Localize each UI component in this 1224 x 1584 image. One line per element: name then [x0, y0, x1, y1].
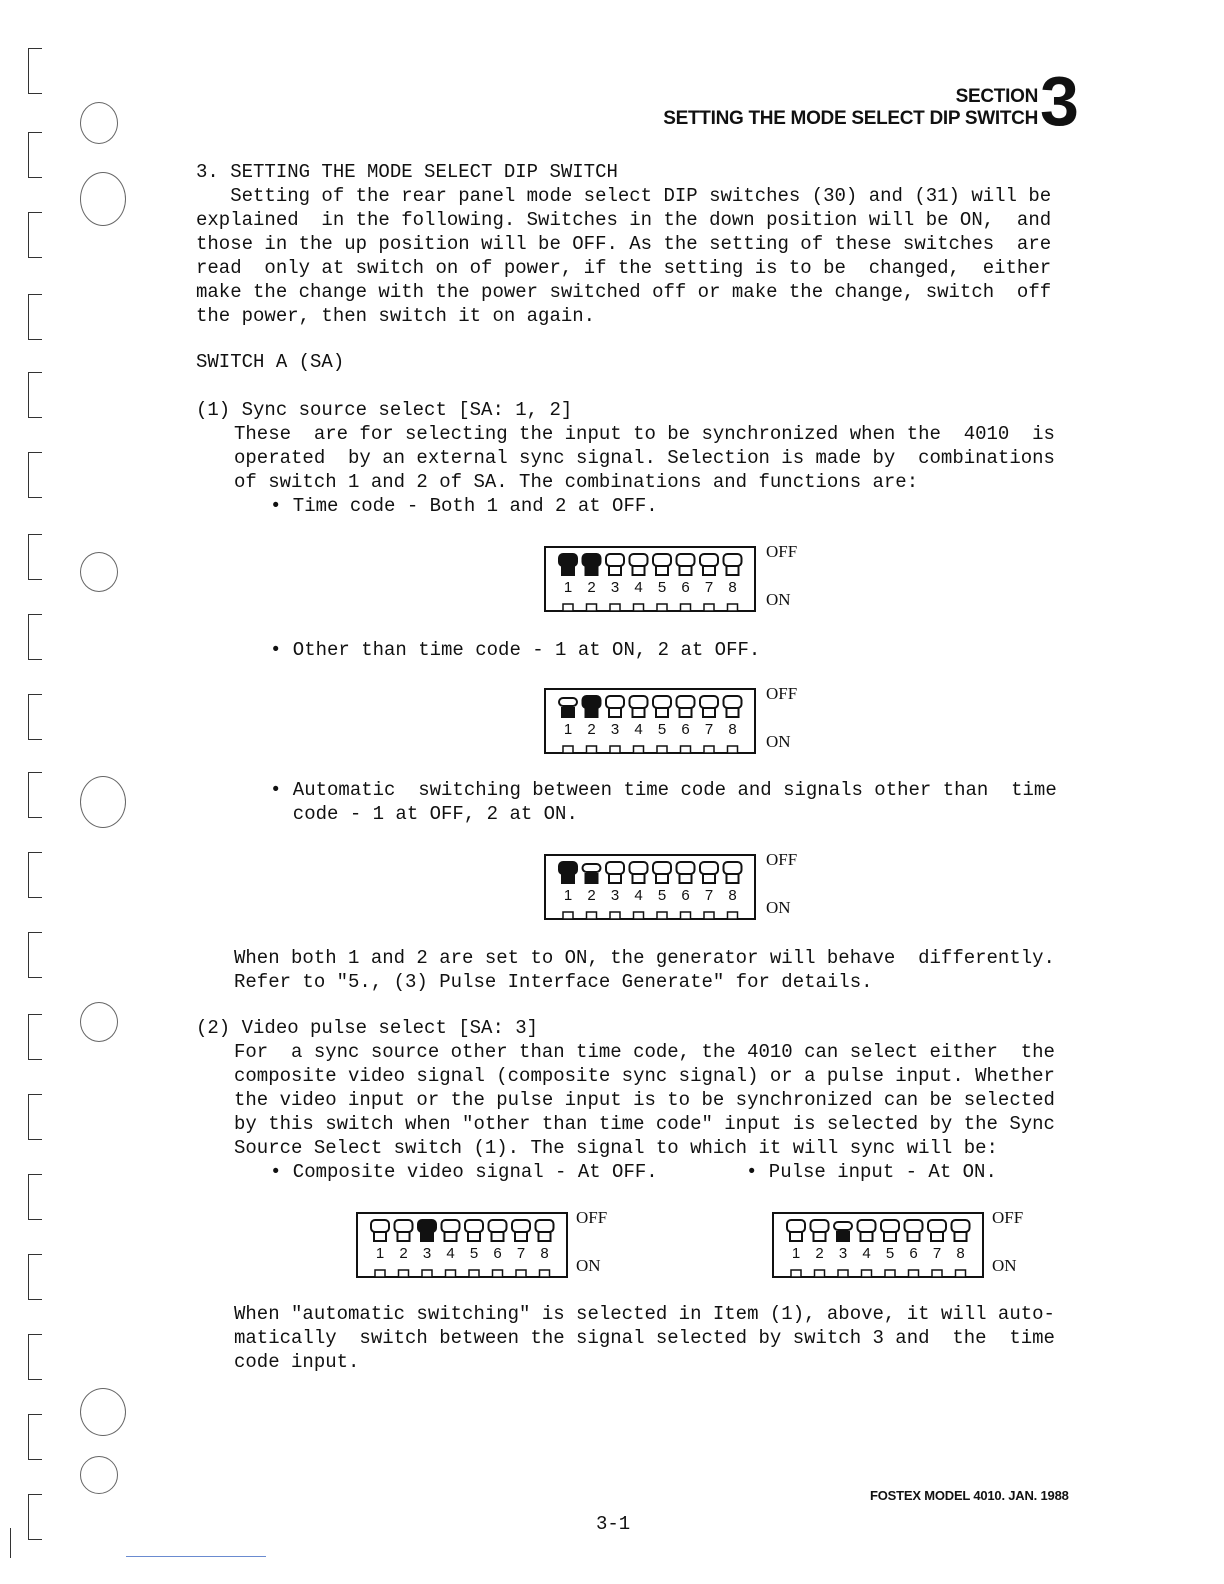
page-number: 3-1	[596, 1513, 631, 1535]
switch-number: 4	[446, 1245, 455, 1262]
binder-hole	[80, 102, 118, 144]
switch-lever-top	[559, 698, 577, 706]
switch-number: 7	[704, 721, 714, 738]
dip-switch-graphic	[544, 688, 756, 760]
dip-switch-7	[700, 862, 718, 919]
switch-lever-stem	[586, 874, 598, 883]
dip-switch-4	[858, 1220, 876, 1277]
dip-switch-3	[606, 862, 624, 919]
binder-tab	[28, 132, 42, 178]
switch-lever-stem	[609, 708, 621, 717]
dip-switch-8	[724, 862, 742, 919]
switch-lever-top	[559, 862, 577, 874]
switch-lever-stem	[727, 566, 739, 575]
switch-number: 3	[610, 579, 620, 596]
binder-tab	[28, 534, 42, 580]
switch-base-tab	[446, 1270, 456, 1277]
switch-lever-top	[881, 1220, 899, 1232]
text-line: When "automatic switching" is selected in Item (1), above, it will auto-	[234, 1303, 1055, 1325]
switch-base-tab	[540, 1270, 550, 1277]
text-line: code - 1 at OFF, 2 at ON.	[270, 803, 578, 825]
switch-lever-top	[787, 1220, 805, 1232]
switch-base-tab	[610, 746, 620, 753]
switch-lever-top	[583, 696, 601, 708]
switch-lever-stem	[656, 566, 668, 575]
switch-number: 5	[657, 579, 667, 596]
switch-lever-stem	[790, 1232, 802, 1241]
switch-lever-top	[442, 1220, 460, 1232]
item2-bullet-pulse: • Pulse input - At ON.	[746, 1161, 997, 1183]
dip-switch-5	[465, 1220, 483, 1277]
dip-switch-3	[606, 554, 624, 611]
binder-tab	[28, 372, 42, 418]
binder-tab	[28, 48, 42, 94]
binder-tab	[28, 294, 42, 340]
switch-number: 5	[657, 721, 667, 738]
dip-switch-1	[559, 862, 577, 919]
dip-switch-2	[583, 864, 601, 919]
switch-number: 8	[728, 887, 737, 904]
dip-switch-2	[395, 1220, 413, 1277]
off-label: OFF	[766, 850, 798, 869]
switch-lever-top	[700, 696, 718, 708]
switch-lever-stem	[633, 566, 645, 575]
dip-switch-6	[677, 554, 695, 611]
switch-base-tab	[587, 746, 597, 753]
switch-lever-top	[653, 696, 671, 708]
switch-lever-stem	[633, 874, 645, 883]
dip-diagram-composite-video	[356, 1208, 626, 1284]
switch-base-tab	[516, 1270, 526, 1277]
switch-number: 6	[681, 721, 690, 738]
switch-base-tab	[791, 1270, 801, 1277]
switch-lever-top	[606, 696, 624, 708]
dip-switch-4	[442, 1220, 460, 1277]
bottom-rule	[126, 1556, 266, 1557]
switch-number: 7	[516, 1245, 526, 1262]
dip-switch-graphic	[356, 1212, 568, 1284]
switch-lever-stem	[656, 708, 668, 717]
binder-tab	[28, 1014, 42, 1060]
dip-switch-5	[653, 696, 671, 753]
dip-switch-5	[881, 1220, 899, 1277]
switch-lever-stem	[445, 1232, 457, 1241]
switch-base-tab	[375, 1270, 385, 1277]
switch-lever-top	[583, 864, 601, 872]
switch-lever-stem	[703, 708, 715, 717]
text-line: read only at switch on of power, if the setting is to be changed, either	[196, 257, 1052, 279]
switch-lever-stem	[586, 566, 598, 575]
switch-number: 1	[375, 1245, 385, 1262]
switch-lever-stem	[609, 566, 621, 575]
dip-switch-6	[677, 696, 695, 753]
switch-lever-top	[952, 1220, 970, 1232]
dip-switch-1	[371, 1220, 389, 1277]
switch-lever-top	[630, 862, 648, 874]
switch-number: 2	[587, 579, 596, 596]
switch-lever-top	[395, 1220, 413, 1232]
switch-base-tab	[885, 1270, 895, 1277]
binder-hole	[80, 776, 126, 828]
switch-number: 3	[422, 1245, 432, 1262]
switch-number: 4	[634, 721, 643, 738]
switch-base-tab	[610, 604, 620, 611]
switch-lever-stem	[703, 566, 715, 575]
switch-number: 6	[681, 887, 690, 904]
item2-title: (2) Video pulse select [SA: 3]	[196, 1017, 539, 1039]
dip-switch-graphic	[544, 854, 756, 926]
on-label: ON	[766, 898, 791, 917]
dip-switch-2	[583, 696, 601, 753]
on-label: ON	[766, 590, 791, 609]
text-line: of switch 1 and 2 of SA. The combinations and functions are:	[234, 471, 919, 493]
dip-switch-1	[559, 698, 577, 753]
switch-lever-stem	[703, 874, 715, 883]
switch-lever-stem	[861, 1232, 873, 1241]
binder-tab	[28, 452, 42, 498]
switch-base-tab	[634, 746, 644, 753]
switch-base-tab	[681, 604, 691, 611]
switch-base-tab	[815, 1270, 825, 1277]
switch-lever-top	[418, 1220, 436, 1232]
item2-bullet-composite: • Composite video signal - At OFF.	[270, 1161, 658, 1183]
item1-paragraph	[234, 422, 1055, 494]
switch-lever-stem	[562, 566, 574, 575]
switch-lever-top	[489, 1220, 507, 1232]
binder-tab	[28, 1414, 42, 1460]
switch-number: 1	[563, 887, 573, 904]
switch-lever-stem	[727, 874, 739, 883]
text-line: When both 1 and 2 are set to ON, the generator will behave differently.	[234, 947, 1055, 969]
dip-switch-7	[928, 1220, 946, 1277]
switch-number: 4	[862, 1245, 871, 1262]
text-line: by this switch when "other than time code" input is selected by the Sync	[234, 1113, 1055, 1135]
switch-lever-top	[677, 696, 695, 708]
switch-lever-top	[700, 862, 718, 874]
dip-switch-3	[834, 1222, 852, 1277]
switch-base-tab	[587, 604, 597, 611]
switch-base-tab	[932, 1270, 942, 1277]
switch-lever-top	[583, 554, 601, 566]
dip-switch-2	[811, 1220, 829, 1277]
switch-number: 8	[540, 1245, 549, 1262]
switch-lever-top	[559, 554, 577, 566]
item1-note	[234, 946, 1055, 994]
switch-lever-stem	[680, 708, 692, 717]
switch-base-tab	[909, 1270, 919, 1277]
switch-base-tab	[634, 912, 644, 919]
dip-switch-graphic	[544, 546, 756, 618]
dip-switch-7	[700, 554, 718, 611]
switch-lever-stem	[727, 708, 739, 717]
binder-tab	[28, 1494, 42, 1540]
switch-base-tab	[563, 746, 573, 753]
switch-lever-stem	[633, 708, 645, 717]
off-label: OFF	[992, 1208, 1024, 1227]
binder-tab	[28, 1334, 42, 1380]
switch-base-tab	[728, 912, 738, 919]
margin-mark	[10, 1528, 11, 1558]
switch-number: 8	[728, 721, 737, 738]
binder-hole	[80, 1002, 118, 1042]
text-line: those in the up position will be OFF. As the setting of these switches are	[196, 233, 1052, 255]
dip-switch-5	[653, 554, 671, 611]
text-line: Setting of the rear panel mode select DIP switches (30) and (31) will be	[196, 185, 1052, 207]
text-line: matically switch between the signal selected by switch 3 and the time	[234, 1327, 1055, 1349]
binder-tab	[28, 212, 42, 258]
switch-lever-top	[465, 1220, 483, 1232]
switch-number: 6	[493, 1245, 502, 1262]
switch-number: 5	[469, 1245, 479, 1262]
switch-base-tab	[422, 1270, 432, 1277]
switch-number: 5	[885, 1245, 895, 1262]
switch-number: 7	[932, 1245, 942, 1262]
switch-lever-stem	[931, 1232, 943, 1241]
switch-lever-stem	[398, 1232, 410, 1241]
item2-paragraph	[234, 1040, 1055, 1160]
switch-number: 1	[563, 579, 573, 596]
switch-lever-stem	[884, 1232, 896, 1241]
switch-number: 8	[728, 579, 737, 596]
switch-lever-top	[606, 554, 624, 566]
switch-lever-top	[606, 862, 624, 874]
switch-lever-stem	[837, 1232, 849, 1241]
switch-number: 4	[634, 887, 643, 904]
switch-number: 2	[399, 1245, 408, 1262]
switch-base-tab	[728, 604, 738, 611]
switch-base-tab	[704, 746, 714, 753]
switch-lever-stem	[680, 566, 692, 575]
dip-diagram-other-than-time-code	[544, 684, 814, 760]
dip-switch-7	[512, 1220, 530, 1277]
switch-number: 3	[838, 1245, 848, 1262]
switch-lever-stem	[609, 874, 621, 883]
binder-tab	[28, 852, 42, 898]
section-title: SETTING THE MODE SELECT DIP SWITCH	[663, 108, 1038, 129]
item2-note	[234, 1302, 1055, 1374]
switch-lever-top	[724, 554, 742, 566]
text-line: code input.	[234, 1351, 360, 1373]
switch-number: 2	[815, 1245, 824, 1262]
switch-lever-stem	[374, 1232, 386, 1241]
switch-base-tab	[493, 1270, 503, 1277]
switch-lever-stem	[656, 874, 668, 883]
binder-hole	[80, 172, 126, 226]
switch-lever-top	[928, 1220, 946, 1232]
switch-base-tab	[563, 912, 573, 919]
section-header	[663, 86, 1038, 130]
switch-number: 2	[587, 887, 596, 904]
dip-switch-2	[583, 554, 601, 611]
switch-lever-top	[371, 1220, 389, 1232]
dip-diagram-time-code	[544, 542, 814, 618]
switch-number: 5	[657, 887, 667, 904]
switch-lever-top	[811, 1220, 829, 1232]
off-label: OFF	[766, 684, 798, 703]
dip-switch-8	[536, 1220, 554, 1277]
binder-tab	[28, 772, 42, 818]
switch-number: 6	[681, 579, 690, 596]
binder-tab	[28, 1254, 42, 1300]
switch-lever-top	[512, 1220, 530, 1232]
switch-lever-stem	[562, 874, 574, 883]
switch-lever-stem	[492, 1232, 504, 1241]
switch-base-tab	[657, 912, 667, 919]
dip-switch-4	[630, 554, 648, 611]
switch-number: 3	[610, 887, 620, 904]
dip-switch-6	[489, 1220, 507, 1277]
switch-number: 4	[634, 579, 643, 596]
item1-bullet-other: • Other than time code - 1 at ON, 2 at OFF.	[270, 639, 761, 661]
binder-tab	[28, 614, 42, 660]
switch-lever-top	[630, 554, 648, 566]
on-label: ON	[992, 1256, 1017, 1275]
off-label: OFF	[576, 1208, 608, 1227]
dip-switch-6	[905, 1220, 923, 1277]
binder-tab	[28, 694, 42, 740]
off-label: OFF	[766, 542, 798, 561]
section-label: SECTION	[955, 86, 1038, 107]
switch-base-tab	[681, 912, 691, 919]
switch-base-tab	[634, 604, 644, 611]
switch-base-tab	[862, 1270, 872, 1277]
dip-switch-4	[630, 696, 648, 753]
switch-base-tab	[838, 1270, 848, 1277]
switch-base-tab	[610, 912, 620, 919]
switch-number: 7	[704, 887, 714, 904]
switch-lever-stem	[515, 1232, 527, 1241]
switch-number: 1	[791, 1245, 801, 1262]
switch-lever-stem	[908, 1232, 920, 1241]
dip-switch-3	[606, 696, 624, 753]
switch-number: 1	[563, 721, 573, 738]
binder-tab	[28, 1174, 42, 1220]
switch-lever-stem	[680, 874, 692, 883]
text-line: Refer to "5., (3) Pulse Interface Generate" for details.	[234, 971, 873, 993]
text-line: operated by an external sync signal. Selection is made by combinations	[234, 447, 1055, 469]
switch-lever-top	[834, 1222, 852, 1230]
dip-switch-8	[724, 696, 742, 753]
text-line: • Automatic switching between time code and signals other than time	[270, 779, 1057, 801]
text-line: These are for selecting the input to be synchronized when the 4010 is	[234, 423, 1055, 445]
text-line: explained in the following. Switches in the down position will be ON, and	[196, 209, 1052, 231]
switch-base-tab	[681, 746, 691, 753]
dip-switch-3	[418, 1220, 436, 1277]
dip-switch-graphic	[772, 1212, 984, 1284]
switch-lever-top	[858, 1220, 876, 1232]
switch-base-tab	[587, 912, 597, 919]
switch-base-tab	[657, 604, 667, 611]
switch-lever-top	[677, 862, 695, 874]
switch-lever-top	[677, 554, 695, 566]
switch-lever-top	[653, 862, 671, 874]
text-line: the video input or the pulse input is to be synchronized can be selected	[234, 1089, 1055, 1111]
text-line: make the change with the power switched off or make the change, switch off	[196, 281, 1052, 303]
footer-model: FOSTEX MODEL 4010. JAN. 1988	[870, 1488, 1069, 1503]
dip-switch-8	[724, 554, 742, 611]
switch-lever-stem	[814, 1232, 826, 1241]
switch-base-tab	[704, 604, 714, 611]
switch-lever-stem	[562, 708, 574, 717]
switch-base-tab	[956, 1270, 966, 1277]
item1-bullet-time-code: • Time code - Both 1 and 2 at OFF.	[270, 495, 658, 517]
switch-lever-stem	[955, 1232, 967, 1241]
binder-tab	[28, 1094, 42, 1140]
switch-lever-stem	[421, 1232, 433, 1241]
switch-lever-stem	[586, 708, 598, 717]
dip-diagram-pulse-input	[772, 1208, 1042, 1284]
switch-lever-top	[536, 1220, 554, 1232]
on-label: ON	[766, 732, 791, 751]
switch-lever-stem	[468, 1232, 480, 1241]
dip-switch-1	[559, 554, 577, 611]
page-heading: 3. SETTING THE MODE SELECT DIP SWITCH	[196, 161, 618, 183]
section-number: 3	[1040, 62, 1079, 140]
dip-switch-7	[700, 696, 718, 753]
switch-lever-top	[724, 862, 742, 874]
dip-switch-4	[630, 862, 648, 919]
switch-lever-top	[700, 554, 718, 566]
switch-base-tab	[728, 746, 738, 753]
switch-number: 6	[909, 1245, 918, 1262]
binder-tab	[28, 932, 42, 978]
on-label: ON	[576, 1256, 601, 1275]
switch-number: 2	[587, 721, 596, 738]
switch-lever-stem	[539, 1232, 551, 1241]
text-line: For a sync source other than time code, the 4010 can select either the	[234, 1041, 1055, 1063]
switch-lever-top	[630, 696, 648, 708]
switch-base-tab	[399, 1270, 409, 1277]
intro-paragraph	[196, 184, 1051, 328]
switch-number: 3	[610, 721, 620, 738]
switch-base-tab	[657, 746, 667, 753]
text-line: Source Select switch (1). The signal to which it will sync will be:	[234, 1137, 998, 1159]
switch-number: 7	[704, 579, 714, 596]
item1-title: (1) Sync source select [SA: 1, 2]	[196, 399, 573, 421]
switch-number: 8	[956, 1245, 965, 1262]
switch-lever-top	[653, 554, 671, 566]
switch-lever-top	[724, 696, 742, 708]
switch-lever-top	[905, 1220, 923, 1232]
switch-base-tab	[704, 912, 714, 919]
switch-base-tab	[469, 1270, 479, 1277]
switch-a-heading: SWITCH A (SA)	[196, 351, 345, 373]
binder-hole	[80, 1388, 126, 1436]
switch-base-tab	[563, 604, 573, 611]
dip-switch-1	[787, 1220, 805, 1277]
dip-switch-8	[952, 1220, 970, 1277]
dip-switch-6	[677, 862, 695, 919]
dip-switch-5	[653, 862, 671, 919]
item1-bullet-automatic	[270, 778, 1057, 826]
text-line: the power, then switch it on again.	[196, 305, 596, 327]
dip-diagram-automatic	[544, 850, 814, 926]
binder-hole	[80, 1456, 118, 1494]
text-line: composite video signal (composite sync signal) or a pulse input. Whether	[234, 1065, 1055, 1087]
binder-hole	[80, 552, 118, 592]
